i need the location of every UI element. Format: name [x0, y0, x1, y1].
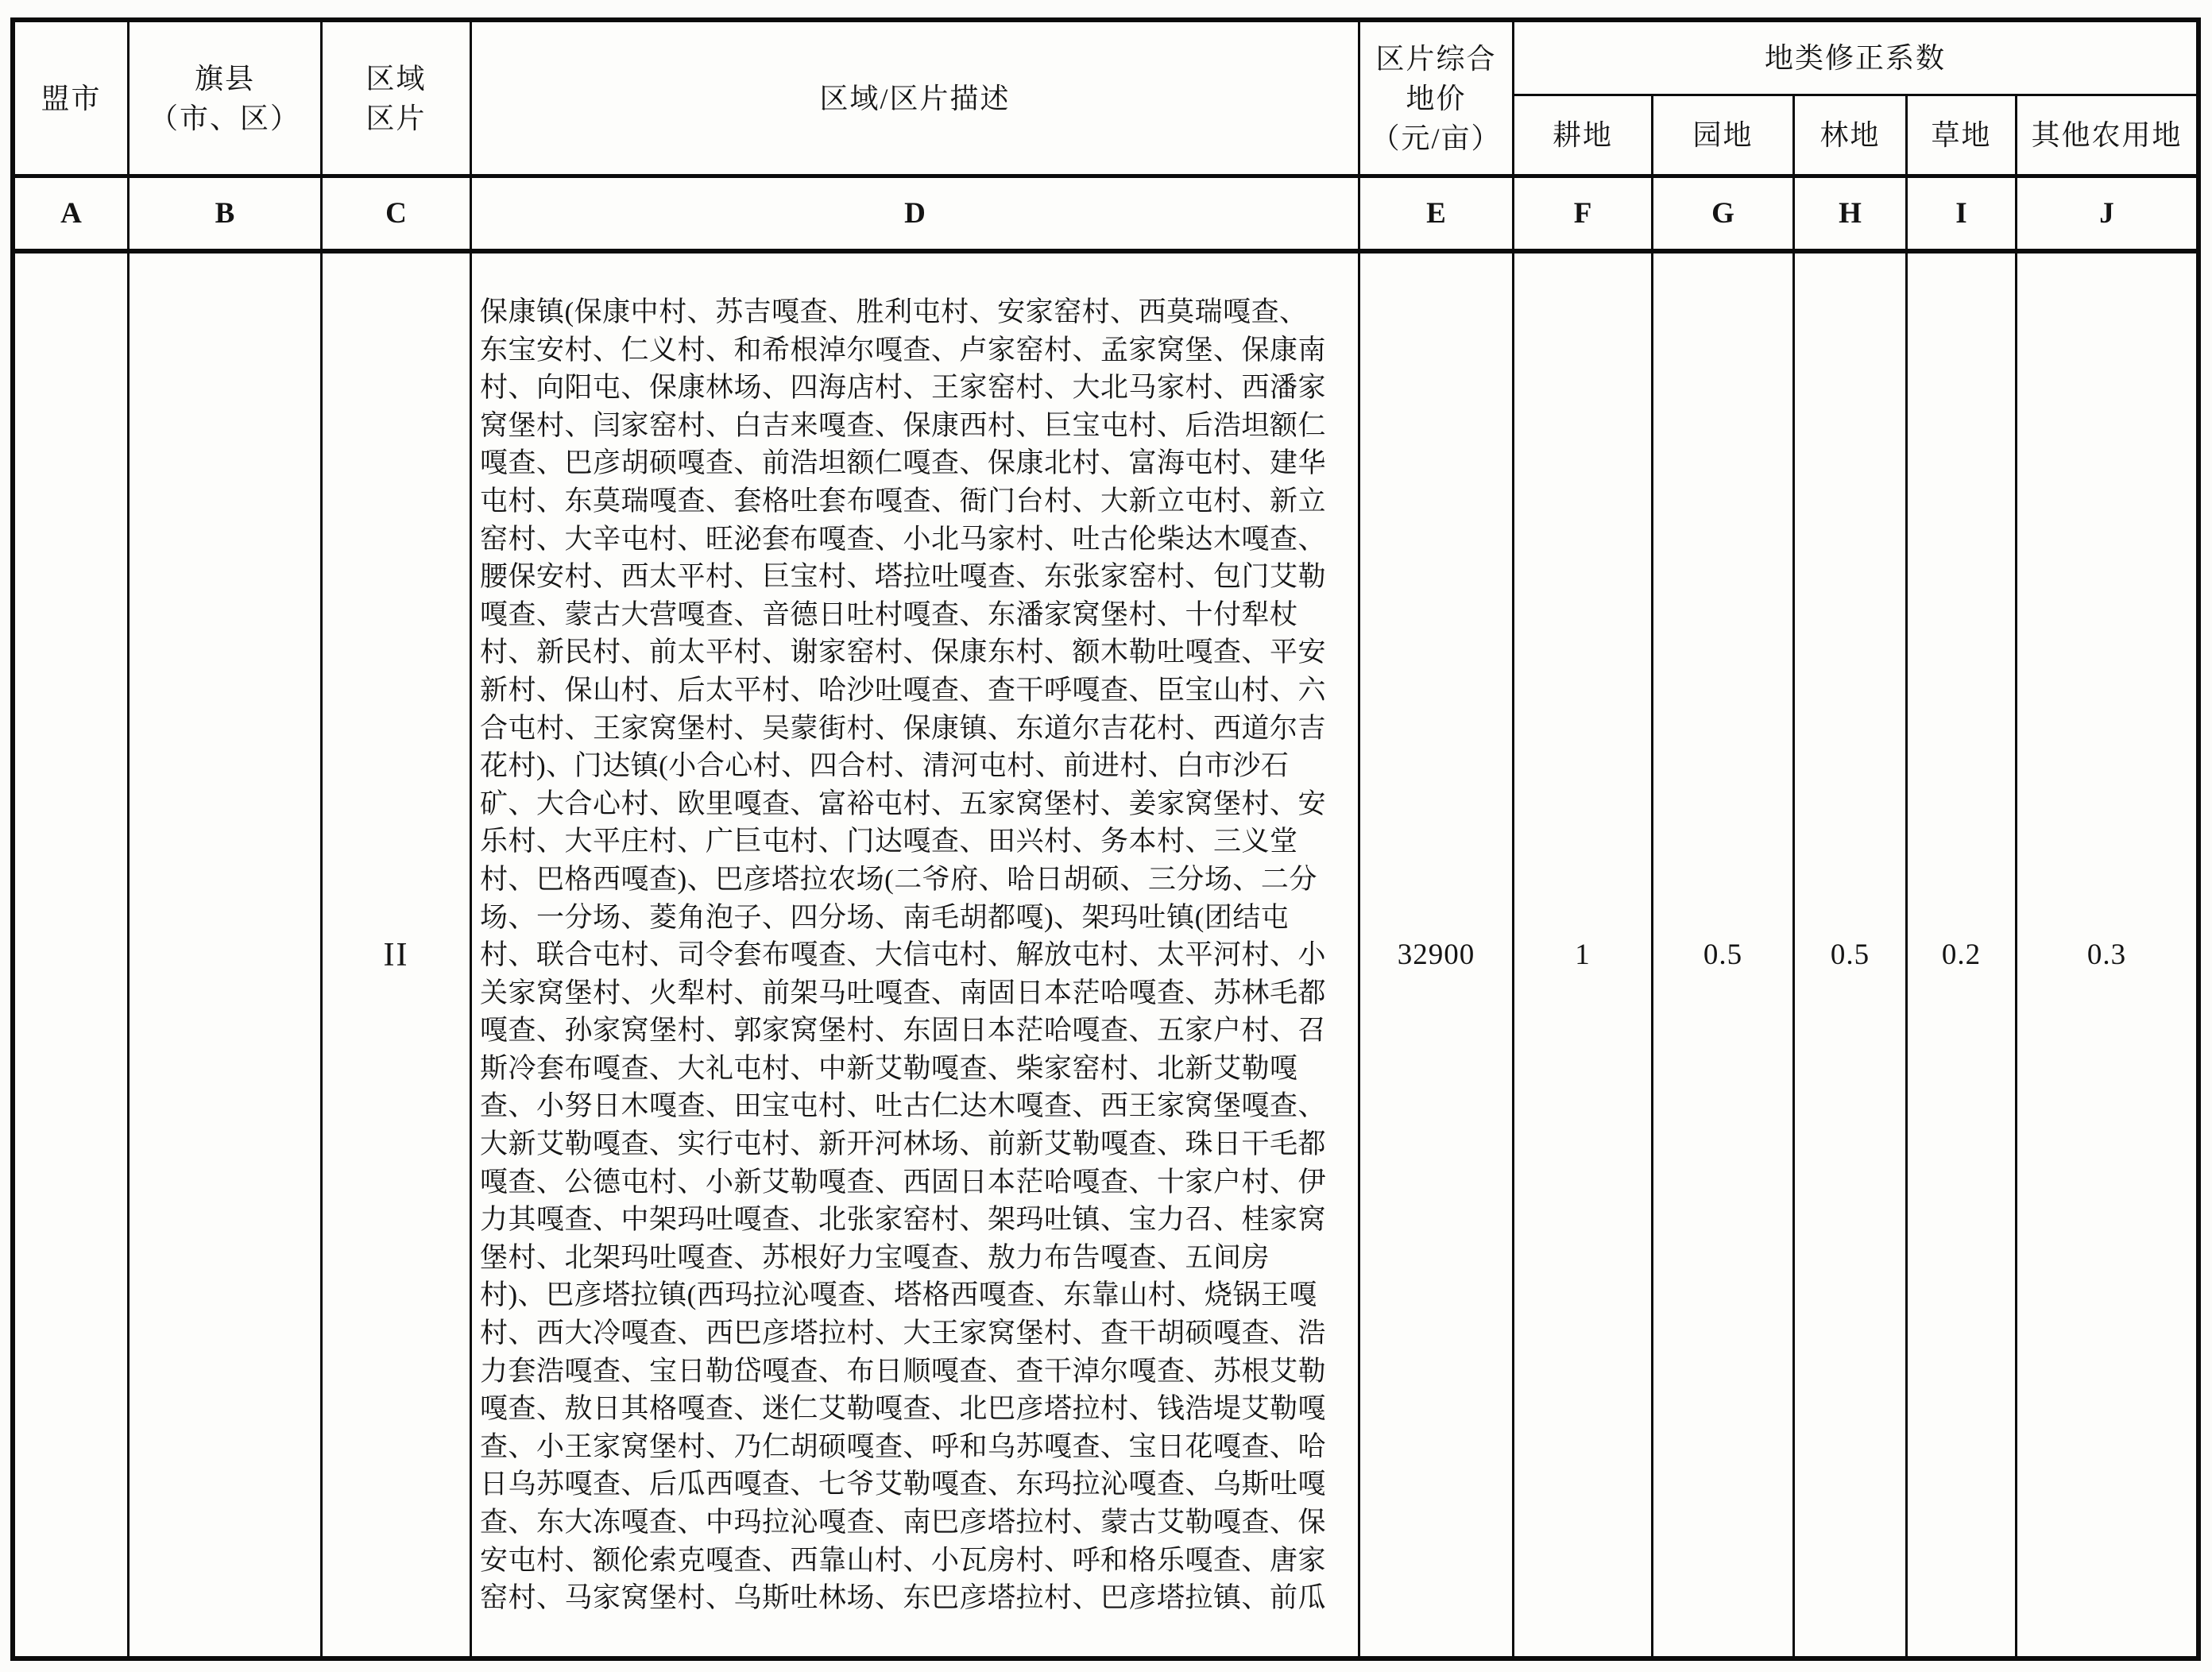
description-line: 嘎查、蒙古大营嘎查、音德日吐村嘎查、东潘家窝堡村、十付犁杖 — [480, 598, 1298, 630]
description-line: 力套浩嘎查、宝日勒岱嘎查、布日顺嘎查、查干淖尔嘎查、苏根艾勒 — [480, 1355, 1327, 1387]
header-grass-land-label: 草地 — [1931, 119, 1992, 151]
header-zone-description — [472, 22, 1360, 178]
cell-zone-number: II — [323, 254, 472, 1656]
cell-banner-county — [130, 254, 323, 1656]
header-composite-price-line1: 区片综合 — [1375, 42, 1497, 75]
header-region-zone — [323, 22, 472, 178]
description-line: 堡村、北架玛吐嘎查、苏根好力宝嘎查、敖力布告嘎查、五间房 — [480, 1241, 1270, 1273]
header-banner-county — [130, 22, 323, 178]
description-line: 保康镇(保康中村、苏吉嘎查、胜利屯村、安家窑村、西莫瑞嘎查、 — [480, 296, 1308, 327]
header-composite-price — [1360, 22, 1514, 178]
description-line: 嘎查、公德屯村、小新艾勒嘎查、西固日本茫哈嘎查、十家户村、伊 — [480, 1166, 1327, 1198]
description-line: 东宝安村、仁义村、和希根淖尔嘎查、卢家窑村、孟家窝堡、保康南 — [480, 334, 1327, 366]
description-line: 日乌苏嘎查、后瓜西嘎查、七爷艾勒嘎查、东玛拉沁嘎查、乌斯吐嘎 — [480, 1469, 1327, 1500]
header-cultivated-land — [1514, 96, 1653, 178]
description-line: 花村)、门达镇(小合心村、四合村、清河屯村、前进村、白市沙石 — [480, 750, 1290, 782]
column-letter-g: G — [1653, 178, 1795, 254]
header-banner-county-line1: 旗县 — [194, 62, 255, 95]
cell-coef-garden: 0.5 — [1653, 254, 1795, 1656]
description-line: 腰保安村、西太平村、巨宝村、塔拉吐嘎查、东张家窑村、包门艾勒 — [480, 561, 1327, 593]
cell-composite-price: 32900 — [1360, 254, 1514, 1656]
description-line: 场、一分场、菱角泡子、四分场、南毛胡都嘎)、架玛吐镇(团结屯 — [480, 901, 1290, 933]
header-banner-county-line2: （市、区） — [149, 102, 300, 134]
description-line: 安屯村、额伦索克嘎查、西靠山村、小瓦房村、呼和格乐嘎查、唐家 — [480, 1544, 1327, 1576]
header-league-city-label: 盟市 — [41, 82, 102, 114]
cell-coef-grass: 0.2 — [1908, 254, 2017, 1656]
description-line: 大新艾勒嘎查、实行屯村、新开河林场、前新艾勒嘎查、珠日干毛都 — [480, 1128, 1327, 1160]
header-composite-price-line3: （元/亩） — [1371, 122, 1502, 154]
header-forest-land-label: 林地 — [1819, 119, 1881, 151]
header-forest-land — [1795, 96, 1908, 178]
cell-coef-forest: 0.5 — [1795, 254, 1908, 1656]
description-line: 屯村、东莫瑞嘎查、套格吐套布嘎查、衙门台村、大新立屯村、新立 — [480, 485, 1327, 517]
column-letter-a: A — [15, 178, 130, 254]
description-line: 村、巴格西嘎查)、巴彦塔拉农场(二爷府、哈日胡硕、三分场、二分 — [480, 863, 1317, 895]
cell-coef-cultivated: 1 — [1514, 254, 1653, 1656]
description-line: 力其嘎查、中架玛吐嘎查、北张家窑村、架玛吐镇、宝力召、桂家窝 — [480, 1204, 1327, 1236]
header-cultivated-land-label: 耕地 — [1552, 119, 1613, 151]
description-line: 村、联合屯村、司令套布嘎查、大信屯村、解放屯村、太平河村、小 — [480, 939, 1327, 971]
cell-league-city — [15, 254, 130, 1656]
header-coefficient-group-label: 地类修正系数 — [1764, 42, 1946, 74]
description-line: 村、向阳屯、保康林场、四海店村、王家窑村、大北马家村、西潘家 — [480, 372, 1327, 404]
land-price-table — [10, 17, 2201, 1661]
header-other-agricultural-land-label: 其他农用地 — [2031, 119, 2183, 151]
description-line: 新村、保山村、后太平村、哈沙吐嘎查、查干呼嘎查、臣宝山村、六 — [480, 674, 1327, 706]
column-letter-d: D — [472, 178, 1360, 254]
header-other-agricultural-land — [2017, 96, 2196, 178]
header-zone-description-label: 区域/区片描述 — [819, 82, 1011, 114]
header-composite-price-line2: 地价 — [1406, 82, 1467, 114]
cell-coef-other: 0.3 — [2086, 939, 2127, 971]
column-letter-b: B — [130, 178, 323, 254]
description-line: 矿、大合心村、欧里嘎查、富裕屯村、五家窝堡村、姜家窝堡村、安 — [480, 788, 1327, 819]
description-line: 窑村、大辛屯村、旺泌套布嘎查、小北马家村、吐古伦柴达木嘎查、 — [480, 523, 1327, 555]
header-region-zone-line2: 区片 — [365, 102, 427, 134]
description-line: 乐村、大平庄村、广巨屯村、门达嘎查、田兴村、务本村、三义堂 — [480, 826, 1298, 857]
description-line: 村、新民村、前太平村、谢家窑村、保康东村、额木勒吐嘎查、平安 — [480, 637, 1327, 668]
column-letter-i: I — [1908, 178, 2017, 254]
column-letter-f: F — [1514, 178, 1653, 254]
description-line: 查、小努日木嘎查、田宝屯村、吐古仁达木嘎查、西王家窝堡嘎查、 — [480, 1090, 1327, 1122]
description-line: 嘎查、敖日其格嘎查、迷仁艾勒嘎查、北巴彦塔拉村、钱浩堤艾勒嘎 — [480, 1393, 1327, 1425]
header-coefficient-group — [1514, 22, 2196, 96]
description-line: 查、东大冻嘎查、中玛拉沁嘎查、南巴彦塔拉村、蒙古艾勒嘎查、保 — [480, 1507, 1327, 1538]
description-line: 村、西大冷嘎查、西巴彦塔拉村、大王家窝堡村、查干胡硕嘎查、浩 — [480, 1318, 1327, 1349]
column-letter-e: E — [1360, 178, 1514, 254]
column-letter-h: H — [1795, 178, 1908, 254]
header-grass-land — [1908, 96, 2017, 178]
header-region-zone-line1: 区域 — [365, 62, 427, 95]
description-line: 窑村、马家窝堡村、乌斯吐林场、东巴彦塔拉村、巴彦塔拉镇、前瓜 — [480, 1582, 1327, 1614]
description-line: 合屯村、王家窝堡村、吴蒙街村、保康镇、东道尔吉花村、西道尔吉 — [480, 712, 1327, 744]
description-line: 查、小王家窝堡村、乃仁胡硕嘎查、呼和乌苏嘎查、宝日花嘎查、哈 — [480, 1430, 1327, 1462]
description-line: 关家窝堡村、火犁村、前架马吐嘎查、南固日本茫哈嘎查、苏林毛都 — [480, 977, 1327, 1008]
description-line: 窝堡村、闫家窑村、白吉来嘎查、保康西村、巨宝屯村、后浩坦额仁 — [480, 409, 1327, 441]
header-league-city — [15, 22, 130, 178]
description-line: 嘎查、巴彦胡硕嘎查、前浩坦额仁嘎查、保康北村、富海屯村、建华 — [480, 447, 1327, 479]
description-line: 斯冷套布嘎查、大礼屯村、中新艾勒嘎查、柴家窑村、北新艾勒嘎 — [480, 1052, 1298, 1084]
column-letter-c: C — [323, 178, 472, 254]
cell-zone-description — [472, 254, 1360, 1656]
column-letter-j: J — [2017, 178, 2196, 254]
description-line: 嘎查、孙家窝堡村、郭家窝堡村、东固日本茫哈嘎查、五家户村、召 — [480, 1015, 1327, 1047]
header-garden-land-label: 园地 — [1692, 119, 1754, 151]
description-line: 村)、巴彦塔拉镇(西玛拉沁嘎查、塔格西嘎查、东靠山村、烧锅王嘎 — [480, 1279, 1317, 1311]
header-garden-land — [1653, 96, 1795, 178]
